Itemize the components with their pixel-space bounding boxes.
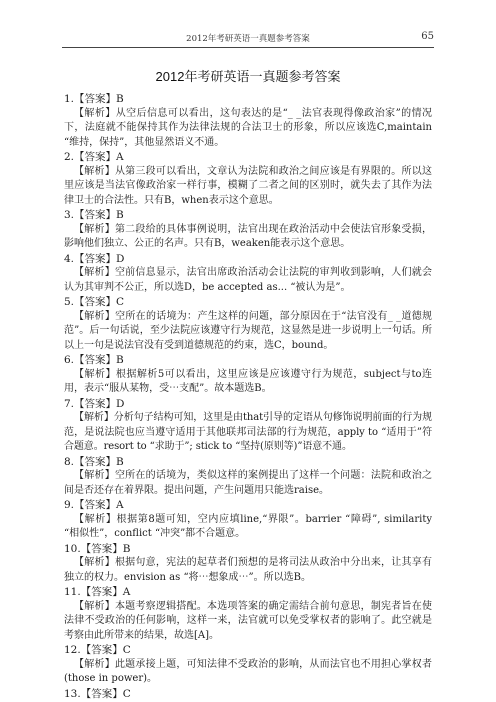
answer-item (64, 208, 432, 252)
explanation-text: 【解析】此题承接上题，可知法律不受政治的影响，从而法官也不用担心掌权者(those in power)。 (64, 658, 432, 684)
answer-list (64, 92, 432, 701)
explanation-text: 【解析】第二段给的具体事例说明，法官出现在政治活动中会使法官形象受损，影响他们独立、公正的名声。只有B，weaken能表示这个意思。 (64, 223, 432, 249)
explanation-text: 【解析】从第三段可以看出，文章认为法院和政治之间应该是有界限的。所以这里应该是当法官像政治家一样行事，模糊了二者之间的区别时，就失去了其作为法律卫士的合法性。只有B，when表示这个意思。 (64, 165, 432, 206)
explanation-text: 【解析】分析句子结构可知，这里是由that引导的定语从句修饰说明前面的行为规范，是说法院也应当遵守适用于其他联邦司法部的行为规范，apply to “适用于”符合题意。resort to “求助于”; stick to “坚持(原则等)”语意不通。 (64, 412, 432, 452)
answer-label: 7.【答案】D (64, 397, 125, 410)
explanation-text: 【解析】根据句意，宪法的起草者们预想的是将司法从政治中分出来，让其享有独立的权力。envision as “将⋯想象成⋯”。所以选B。 (64, 557, 432, 583)
answer-label: 11.【答案】A (64, 586, 131, 598)
answer-label: 13.【答案】C (64, 687, 131, 700)
answer-item (64, 455, 432, 499)
explanation-text: 【解析】空所在的话境为：产生这样的问题，部分原因在于“法官没有_ _道德规范”。后一句话说，至少法院应该遵守行为规范，这显然是进一步说明上一句话。所以上一句是说法官没有受到道德规范的约束，选C，bound。 (64, 310, 432, 351)
answer-label: 3.【答案】B (64, 209, 124, 221)
answer-item (64, 252, 432, 296)
explanation-text: 【解析】根据解析5可以看出，这里应该是应该遵守行为规范，subject与to连用，表示“服从某物，受⋯支配”。故本题选B。 (64, 368, 432, 394)
answer-label: 9.【答案】A (64, 499, 124, 511)
answer-item (64, 585, 432, 643)
running-header (62, 32, 434, 46)
explanation-text: 【解析】根据第8题可知，空内应填line,“界限”。barrier “障碍”, similarity “相似性”，conflict “冲突”都不合题意。 (64, 513, 432, 539)
answer-item (64, 687, 432, 702)
explanation-text: 【解析】空前信息显示，法官出席政治活动会让法院的审判收到影响，人们就会认为其审判不公正，所以选D，be accepted as... “被认为是”。 (64, 267, 432, 293)
answer-item (64, 150, 432, 208)
answer-item (64, 295, 432, 353)
running-title: 2012年考研英语一真题参考答案 (186, 34, 310, 44)
answer-item (64, 353, 432, 397)
answer-label: 12.【答案】C (64, 644, 131, 656)
answer-label: 5.【答案】C (64, 296, 125, 308)
answer-label: 8.【答案】B (64, 455, 124, 468)
answer-label: 4.【答案】D (64, 252, 125, 265)
header-divider (62, 47, 434, 48)
explanation-text: 【解析】从空后信息可以看出，这句表达的是“_ _法官表现得像政治家”的情况下，法庭就不能保持其作为法律法规的合法卫士的形象，所以应该选C,maintain “维持，保持”，其他显然语义不通。 (64, 107, 432, 148)
answer-item (64, 643, 432, 687)
answer-item (64, 542, 432, 586)
page-number: 65 (421, 31, 434, 42)
explanation-text: 【解析】本题考察逻辑搭配。本选项答案的确定需结合前句意思，制宪者旨在使法律不受政治的任何影响，这样一来，法官就可以免受掌权者的影响了。此空就是考察由此所带来的结果，故选[A]。 (64, 600, 432, 641)
answer-label: 10.【答案】B (64, 542, 131, 555)
answer-label: 2.【答案】A (64, 151, 124, 163)
document-title: 2012年考研英语一真题参考答案 (155, 69, 341, 84)
answer-label: 6.【答案】B (64, 354, 124, 366)
explanation-text: 【解析】空所在的话境为，类似这样的案例提出了这样一个问题：法院和政治之间是否还存在着界限。提出问题，产生问题用只能选raise。 (64, 470, 432, 496)
answer-item (64, 92, 432, 150)
answer-item (64, 397, 432, 455)
answer-label: 1.【答案】B (64, 93, 124, 105)
answer-item (64, 498, 432, 542)
